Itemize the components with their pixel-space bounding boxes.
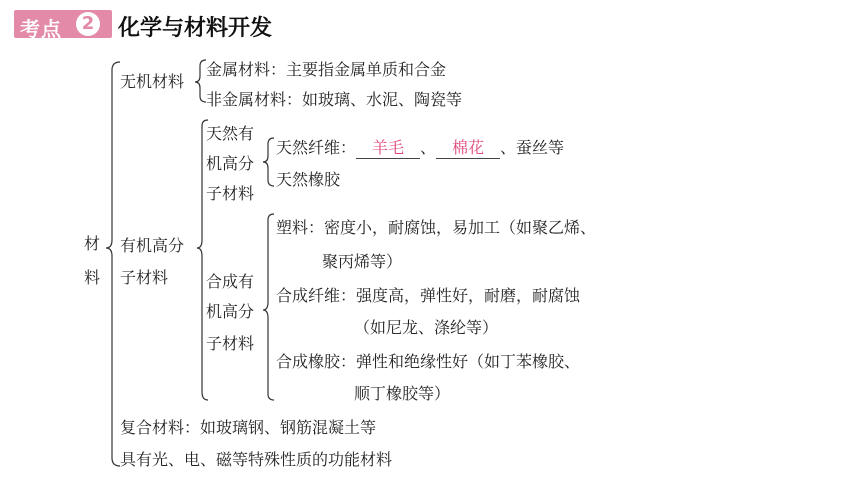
answer-blank-wool: 羊毛 xyxy=(356,138,420,159)
synthetic-rubber-line-2: 顺丁橡胶等） xyxy=(354,384,451,403)
natural-fiber-prefix: 天然纤维： xyxy=(276,138,357,157)
organic-label-2: 子材料 xyxy=(120,268,169,287)
natural-fiber-line xyxy=(276,138,564,159)
synthetic-fiber-line-1: 合成纤维：强度高，弹性好，耐磨，耐腐蚀 xyxy=(276,286,581,305)
natural-bracket xyxy=(263,138,274,186)
answer-blank-cotton: 棉花 xyxy=(436,138,500,159)
functional-materials: 具有光、电、磁等特殊性质的功能材料 xyxy=(120,450,393,469)
topic-badge-label: 考点 xyxy=(20,17,62,41)
metal-materials: 金属材料：主要指金属单质和合金 xyxy=(206,60,447,79)
synthetic-label-1: 合成有 xyxy=(206,272,255,291)
natural-label-3: 子材料 xyxy=(206,184,255,203)
page-title: 化学与材料开发 xyxy=(118,16,273,41)
inorganic-bracket xyxy=(195,60,206,102)
plastic-line-2: 聚丙烯等） xyxy=(322,252,403,271)
natural-rubber: 天然橡胶 xyxy=(276,170,341,189)
root-label-2: 料 xyxy=(84,268,101,287)
inorganic-label: 无机材料 xyxy=(120,72,185,91)
natural-fiber-suffix: 、蚕丝等 xyxy=(500,138,565,157)
natural-label-2: 机高分 xyxy=(206,154,255,173)
composite-materials: 复合材料：如玻璃钢、钢筋混凝土等 xyxy=(120,418,377,437)
nonmetal-materials: 非金属材料：如玻璃、水泥、陶瓷等 xyxy=(206,90,463,109)
organic-label-1: 有机高分 xyxy=(120,236,185,255)
synthetic-bracket xyxy=(263,214,274,400)
root-label-1: 材 xyxy=(84,234,101,253)
root-bracket xyxy=(106,62,120,466)
topic-number: 2 xyxy=(76,12,100,36)
synthetic-rubber-line-1: 合成橡胶：弹性和绝缘性好（如丁苯橡胶、 xyxy=(276,352,581,371)
synthetic-label-2: 机高分 xyxy=(206,302,255,321)
synthetic-label-3: 子材料 xyxy=(206,334,255,353)
natural-label-1: 天然有 xyxy=(206,124,255,143)
plastic-line-1: 塑料：密度小，耐腐蚀，易加工（如聚乙烯、 xyxy=(276,218,597,237)
synthetic-fiber-line-2: （如尼龙、涤纶等） xyxy=(354,318,499,337)
natural-fiber-sep: 、 xyxy=(420,138,437,157)
